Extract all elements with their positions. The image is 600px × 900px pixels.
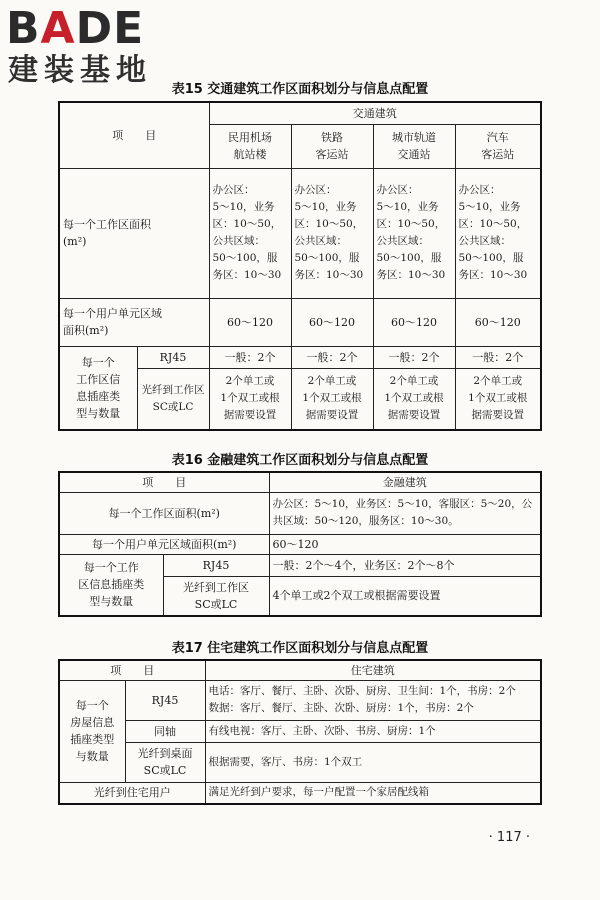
table-row — [59, 298, 541, 346]
table15-caption: 表15 交通建筑工作区面积划分与信息点配置 — [171, 82, 429, 97]
cell-rj45-metro: 一般：2个 — [373, 346, 455, 368]
cell-coax: 有线电视：客厅、主卧、次卧、书房、厨房：1个 — [205, 720, 541, 742]
row-label-area: 每一个工作区面积(m²) — [59, 492, 269, 534]
cell-rj45-airport: 一般：2个 — [209, 346, 291, 368]
table-row — [59, 168, 541, 298]
table-row — [59, 554, 541, 576]
table-row — [59, 720, 541, 742]
header-col-metro: 城市轨道 交通站 — [373, 124, 455, 168]
header-group: 金融建筑 — [269, 472, 541, 492]
table-row — [59, 472, 541, 492]
cell-fiber-railway: 2个单工或 1个双工或根 据需要设置 — [291, 368, 373, 430]
table-row — [59, 742, 541, 782]
cell-fiber-bus: 2个单工或 1个双工或根 据需要设置 — [455, 368, 541, 430]
row-label-fiber: 光纤到工作区 SC或LC — [137, 368, 209, 430]
cell-area-airport: 办公区： 5～10，业务 区：10～50， 公共区域： 50～100，服 务区：10～30 — [209, 168, 291, 298]
table-row — [59, 680, 541, 720]
logo-subtitle: 建装基地 — [8, 53, 152, 88]
table-row — [59, 660, 541, 680]
cell-fiber: 4个单工或2个双工或根据需要设置 — [269, 576, 541, 616]
cell-user-metro: 60～120 — [373, 298, 455, 346]
row-label-fiber: 光纤到工作区 SC或LC — [163, 576, 269, 616]
table15 — [58, 101, 542, 431]
cell-rj45-bus: 一般：2个 — [455, 346, 541, 368]
row-label-socket: 每一个工作 区信息插座类 型与数量 — [59, 554, 163, 616]
logo-brand-main: BADE — [6, 3, 145, 54]
row-label-socket: 每一个 工作区信 息插座类 型与数量 — [59, 346, 137, 430]
row-label-fiber: 光纤到桌面 SC或LC — [125, 742, 205, 782]
cell-area-bus: 办公区： 5～10，业务 区：10～50， 公共区域： 50～100，服 务区：10～30 — [455, 168, 541, 298]
page-number: · 117 · — [488, 830, 530, 845]
cell-user-bus: 60～120 — [455, 298, 541, 346]
cell-fiber-airport: 2个单工或 1个双工或根 据需要设置 — [209, 368, 291, 430]
cell-rj45: 一般：2个～4个，业务区：2个～8个 — [269, 554, 541, 576]
cell-user-railway: 60～120 — [291, 298, 373, 346]
table16 — [58, 471, 542, 617]
row-label-area: 每一个工作区面积 (m²) — [59, 168, 209, 298]
logo-wordmark — [6, 4, 144, 54]
cell-area-railway: 办公区： 5～10，业务 区：10～50， 公共区域： 50～100，服 务区：10～30 — [291, 168, 373, 298]
cell-rj45-railway: 一般：2个 — [291, 346, 373, 368]
table17-caption: 表17 住宅建筑工作区面积划分与信息点配置 — [171, 641, 429, 656]
header-item: 项 目 — [59, 102, 209, 168]
row-label-rj45: RJ45 — [137, 346, 209, 368]
cell-area-metro: 办公区： 5～10，业务 区：10～50， 公共区域： 50～100，服 务区：10～30 — [373, 168, 455, 298]
row-label-user-area: 每一个用户单元区域 面积(m²) — [59, 298, 209, 346]
header-col-bus: 汽车 客运站 — [455, 124, 541, 168]
cell-user-area: 60～120 — [269, 534, 541, 554]
cell-fiber: 根据需要，客厅、书房：1个双工 — [205, 742, 541, 782]
row-label-socket: 每一个 房屋信息 插座类型 与数量 — [59, 680, 125, 782]
table-row — [59, 782, 541, 804]
cell-fiber-metro: 2个单工或 1个双工或根 据需要设置 — [373, 368, 455, 430]
header-item: 项 目 — [59, 472, 269, 492]
table-row — [59, 534, 541, 554]
cell-user-airport: 60～120 — [209, 298, 291, 346]
cell-ftth: 满足光纤到户要求，每一户配置一个家居配线箱 — [205, 782, 541, 804]
table17 — [58, 659, 542, 805]
header-item: 项 目 — [59, 660, 205, 680]
header-group: 交通建筑 — [209, 102, 541, 124]
row-label-coax: 同轴 — [125, 720, 205, 742]
table-row — [59, 346, 541, 368]
header-group: 住宅建筑 — [205, 660, 541, 680]
table16-caption: 表16 金融建筑工作区面积划分与信息点配置 — [171, 453, 429, 468]
row-label-rj45: RJ45 — [163, 554, 269, 576]
header-col-airport: 民用机场 航站楼 — [209, 124, 291, 168]
cell-area: 办公区：5～10，业务区：5～10，客服区：5～20，公共区域：50～120，服务区：10～30。 — [269, 492, 541, 534]
cell-rj45: 电话：客厅、餐厅、主卧、次卧、厨房、卫生间：1个，书房：2个 数据：客厅、餐厅、主卧、次卧、厨房：1个，书房：2个 — [205, 680, 541, 720]
table-row — [59, 102, 541, 124]
table-row — [59, 492, 541, 534]
header-col-railway: 铁路 客运站 — [291, 124, 373, 168]
row-label-rj45: RJ45 — [125, 680, 205, 720]
row-label-ftth: 光纤到住宅用户 — [59, 782, 205, 804]
row-label-user-area: 每一个用户单元区域面积(m²) — [59, 534, 269, 554]
